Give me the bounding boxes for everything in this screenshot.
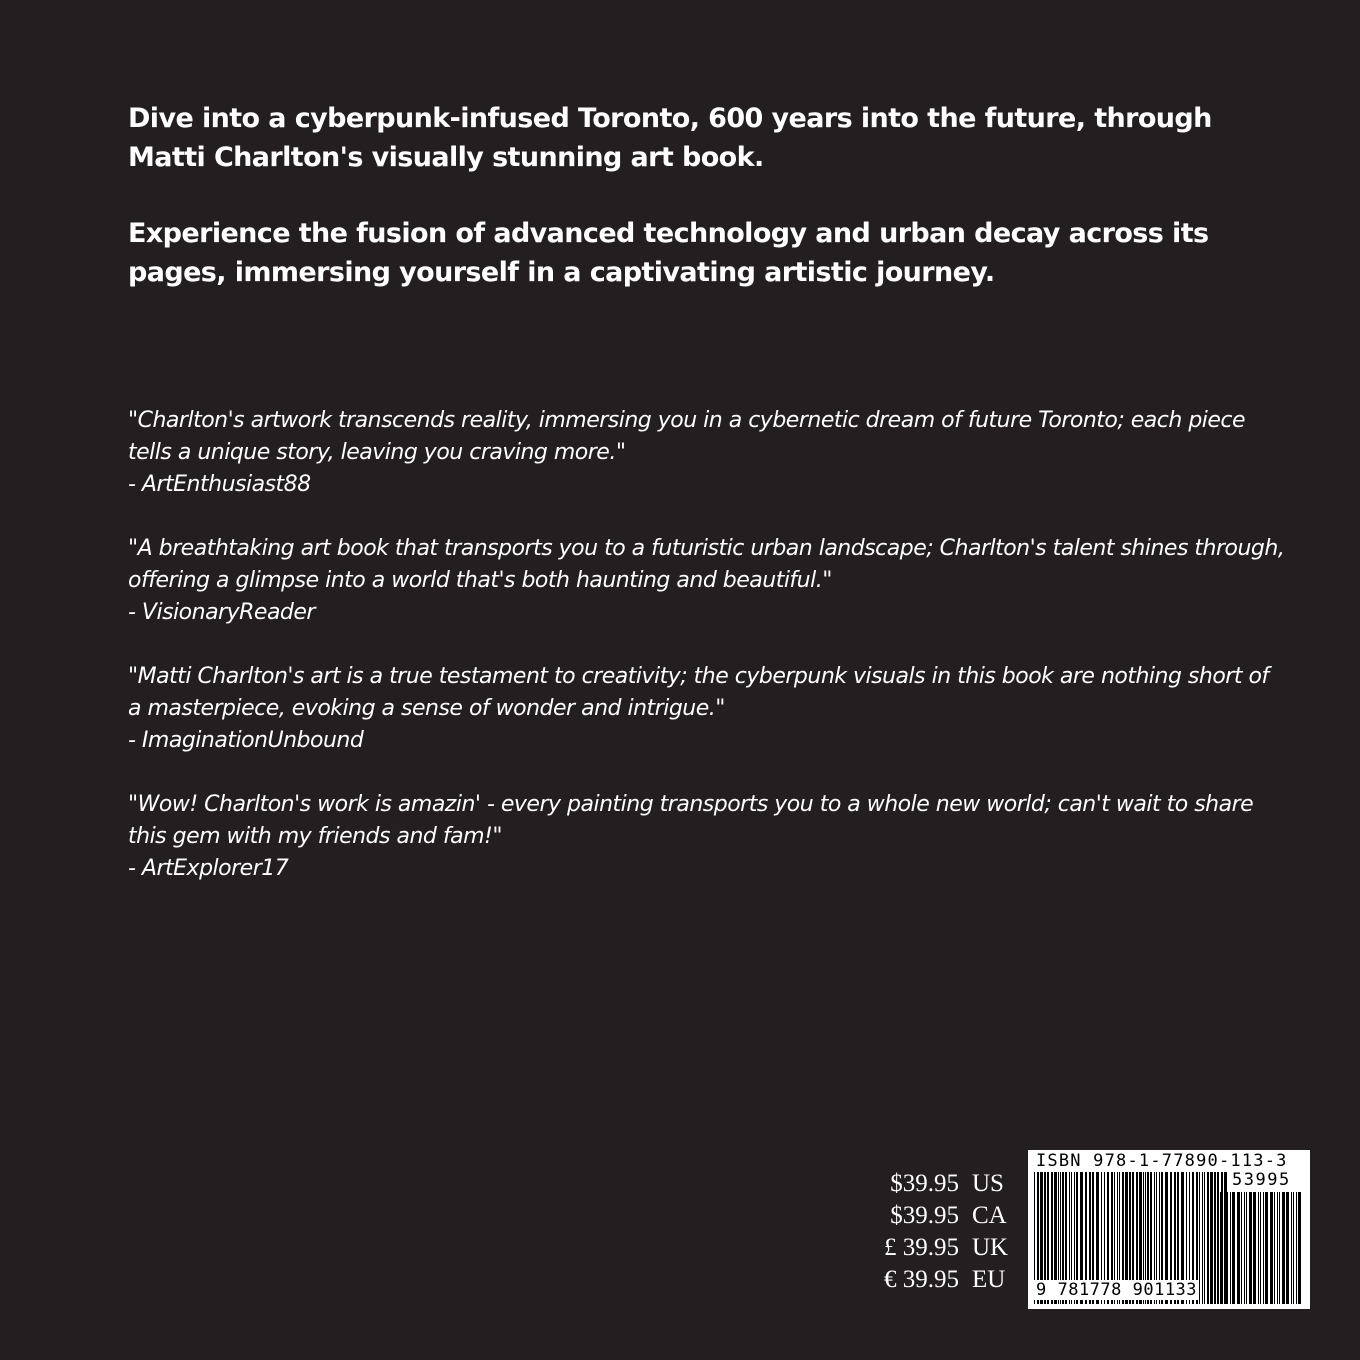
barcode-bar: [1220, 1192, 1223, 1304]
price-row-uk: [852, 1232, 1012, 1264]
price-row-us: [852, 1168, 1012, 1200]
barcode-bar: [1277, 1192, 1278, 1304]
barcode-bar: [1202, 1172, 1203, 1304]
addon-barcode-bars: [1218, 1192, 1306, 1304]
barcode-bar: [1204, 1172, 1205, 1304]
book-description: [128, 99, 1248, 329]
barcode-bar: [1265, 1192, 1268, 1304]
review-author: - VisionaryReader: [128, 600, 315, 625]
review-2: [128, 533, 1288, 629]
barcode-bar: [1258, 1192, 1259, 1304]
barcode-bar: [1244, 1192, 1245, 1304]
reviews-list: [128, 405, 1288, 917]
barcode-bar: [1225, 1192, 1226, 1304]
price-currency: CA: [972, 1202, 1007, 1229]
review-quote: "Matti Charlton's art is a true testament to creativity; the cyberpunk visuals in this book are nothing short of a masterpiece, evoking a sense of wonder and intrigue.": [128, 664, 1269, 721]
barcode-bar: [1260, 1192, 1261, 1304]
review-author: - ArtExplorer17: [128, 856, 289, 881]
price-amount: £ 39.95: [884, 1234, 959, 1261]
barcode-bar: [1263, 1192, 1264, 1304]
isbn-label: ISBN 978-1-77890-113-3: [1036, 1151, 1288, 1171]
review-3: [128, 661, 1288, 757]
barcode-bar: [1298, 1192, 1301, 1304]
review-quote: "Charlton's artwork transcends reality, immersing you in a cybernetic dream of future Toronto; each piece tells a unique story, leaving you craving more.": [128, 408, 1246, 465]
price-row-ca: [852, 1200, 1012, 1232]
barcode-bar: [1296, 1192, 1297, 1304]
barcode-bar: [1227, 1192, 1228, 1304]
price-amount: $39.95: [890, 1170, 959, 1197]
barcode-bar: [1207, 1172, 1209, 1304]
barcode-bar: [1279, 1192, 1280, 1304]
barcode-bar: [1253, 1192, 1256, 1304]
barcode-bar: [1230, 1192, 1231, 1304]
price-currency: UK: [972, 1234, 1009, 1261]
barcode-bar: [1214, 1172, 1216, 1304]
barcode-bar: [1291, 1192, 1292, 1304]
barcode-bar: [1293, 1192, 1294, 1304]
review-quote: "A breathtaking art book that transports you to a futuristic urban landscape; Charlton's talent shines through, offering a glimpse into a world that's both haunting and beautiful.": [128, 536, 1285, 593]
price-currency: EU: [972, 1266, 1006, 1293]
barcode-bar: [1241, 1192, 1242, 1304]
barcode-bar: [1210, 1172, 1213, 1304]
barcode-bar: [1199, 1172, 1200, 1304]
barcode-bar: [1232, 1192, 1235, 1304]
barcode-bar: [1282, 1192, 1285, 1304]
isbn-barcode: [1028, 1150, 1310, 1309]
review-1: [128, 405, 1288, 501]
barcode-bar: [1249, 1192, 1252, 1304]
barcode-bar: [1286, 1192, 1289, 1304]
price-amount: € 39.95: [884, 1266, 959, 1293]
barcode-bar: [1246, 1192, 1247, 1304]
description-paragraph-2: Experience the fusion of advanced technology and urban decay across its pages, immersing yourself in a captivating artistic journey.: [128, 218, 1209, 288]
price-list: [852, 1168, 1012, 1296]
ean-digits: 9 781778 901133: [1036, 1280, 1198, 1300]
addon-code: 53995: [1232, 1170, 1291, 1190]
price-amount: $39.95: [890, 1202, 959, 1229]
price-currency: US: [972, 1170, 1004, 1197]
barcode-bar: [1274, 1192, 1275, 1304]
review-author: - ImaginationUnbound: [128, 728, 364, 753]
description-paragraph-1: Dive into a cyberpunk-infused Toronto, 600 years into the future, through Matti Charlton's visually stunning art book.: [128, 103, 1212, 173]
review-quote: "Wow! Charlton's work is amazin' - every painting transports you to a whole new world; can't wait to share this gem with my friends and fam!": [128, 792, 1254, 849]
barcode-bar: [1270, 1192, 1273, 1304]
barcode-bar: [1237, 1192, 1240, 1304]
price-row-eu: [852, 1264, 1012, 1296]
review-4: [128, 789, 1288, 885]
review-author: - ArtEnthusiast88: [128, 472, 311, 497]
